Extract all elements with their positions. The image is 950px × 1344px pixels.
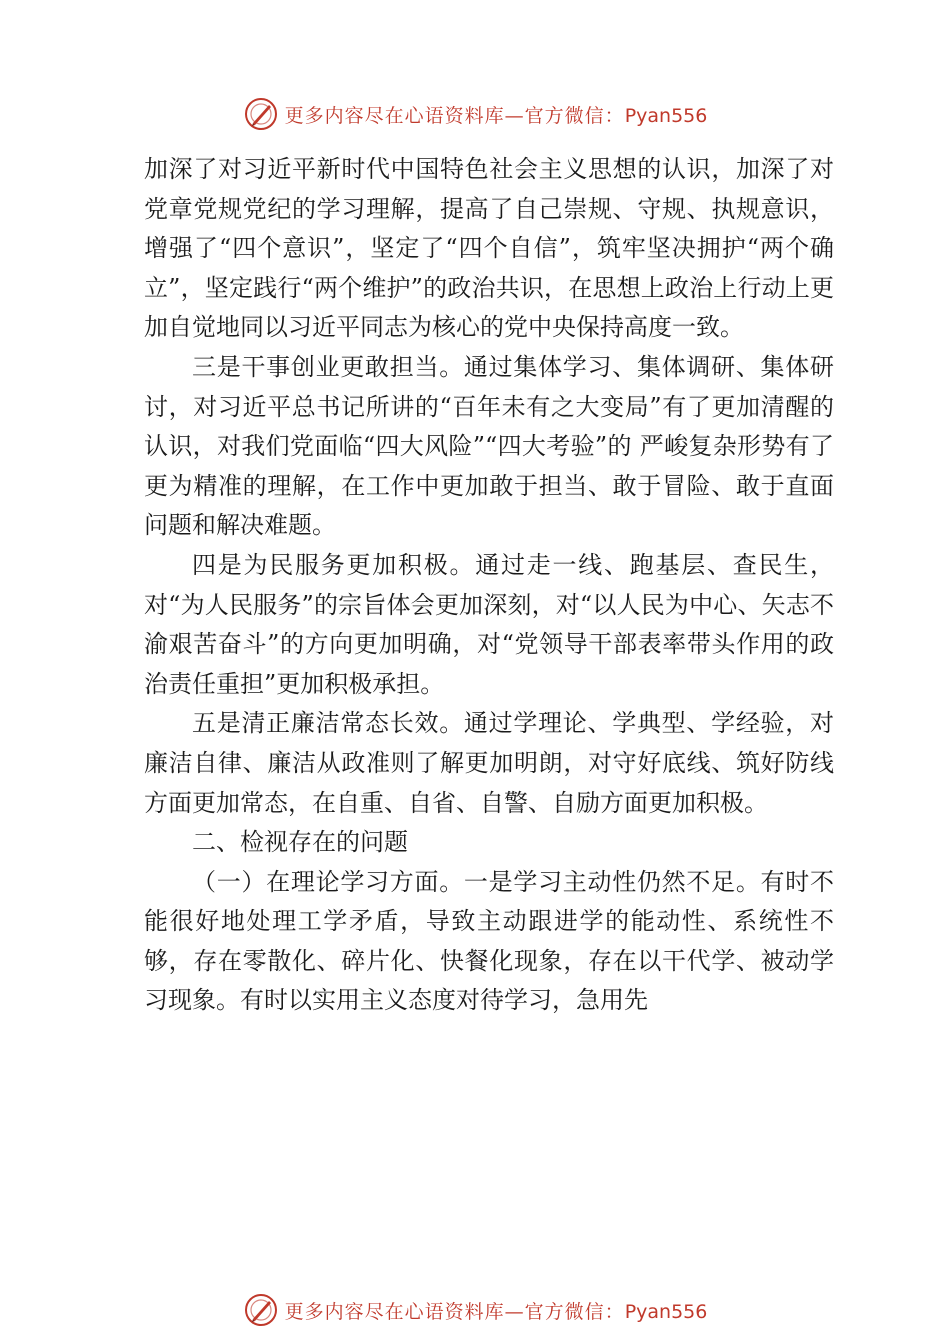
banner-text <box>285 101 708 128</box>
banner-title: 更多内容尽在心语资料库 <box>284 1300 505 1323</box>
header-watermark-banner <box>0 94 950 134</box>
banner-suffix: 官方微信： <box>524 1300 625 1323</box>
banner-wechat-id: Pyan556 <box>624 1300 708 1323</box>
pen-logo-icon <box>243 96 279 132</box>
banner-suffix: 官方微信： <box>524 104 625 127</box>
paragraph-theory-study: （一）在理论学习方面。一是学习主动性仍然不足。有时不能很好地处理工学矛盾，导致主动跟进学的能动性、系统性不够，存在零散化、碎片化、快餐化现象，存在以干代学、被动学习现象。有时以实用主义态度对待学习，急用先 <box>144 867 834 1015</box>
banner-wechat-id: Pyan556 <box>624 104 708 127</box>
banner-separator: — <box>504 1300 525 1323</box>
paragraph-point-five: 五是清正廉洁常态长效。通过学理论、学典型、学经验，对廉洁自律、廉洁从政准则了解更加明朗，对守好底线、筑好防线方面更加常态，在自重、自省、自警、自励方面更加积极。 <box>144 709 834 817</box>
paragraph-point-four: 四是为民服务更加积极。通过走一线、跑基层、查民生，对“为人民服务”的宗旨体会更加深刻，对“以人民为中心、矢志不渝艰苦奋斗”的方向更加明确，对“党领导干部表率带头作用的政治责任重担”更加积极承担。 <box>144 550 834 698</box>
banner-text <box>285 1297 708 1324</box>
paragraph-continuation: 加深了对习近平新时代中国特色社会主义思想的认识，加深了对党章党规党纪的学习理解，提高了自己崇规、守规、执规意识，增强了“四个意识”，坚定了“四个自信”，筑牢坚决拥护“两个确立”，坚定践行“两个维护”的政治共识，在思想上政治上行动上更加自觉地同以习近平同志为核心的党中央保持高度一致。 <box>144 155 834 342</box>
document-body <box>144 150 834 1021</box>
footer-watermark-banner <box>0 1290 950 1330</box>
pen-logo-icon <box>243 1292 279 1328</box>
banner-separator: — <box>504 104 525 127</box>
section-heading: 二、检视存在的问题 <box>192 828 408 857</box>
paragraph-point-three: 三是干事创业更敢担当。通过集体学习、集体调研、集体研讨，对习近平总书记所讲的“百年未有之大变局”有了更加清醒的认识，对我们党面临“四大风险”“四大考验”的 严峻复杂形势有了更为精准的理解，在工作中更加敢于担当、敢于冒险、敢于直面问题和解决难题。 <box>144 352 834 540</box>
banner-title: 更多内容尽在心语资料库 <box>284 104 505 127</box>
